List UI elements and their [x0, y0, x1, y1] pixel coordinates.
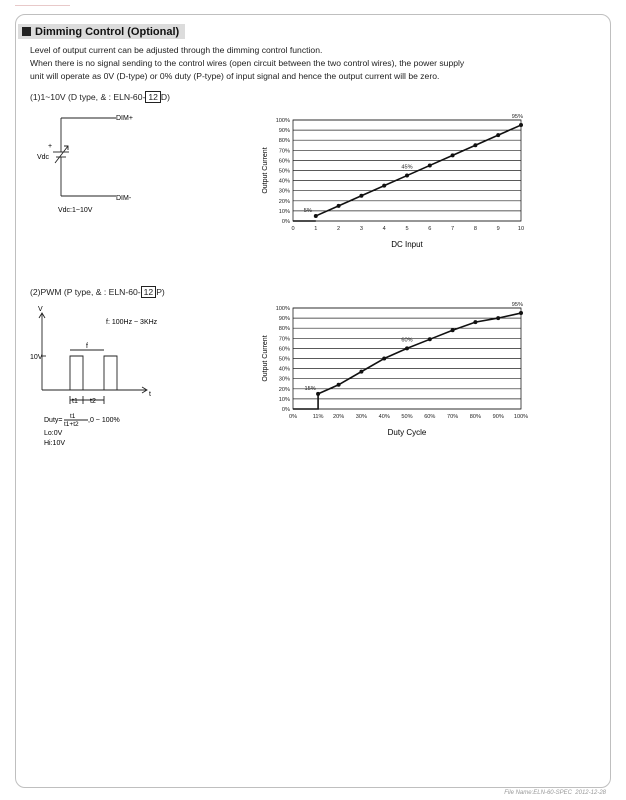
y-tick-label: 40% [278, 178, 290, 185]
y-tick-label: 20% [278, 198, 290, 205]
y-tick-label: 40% [278, 366, 290, 373]
t2-label: t2 [90, 398, 96, 405]
series-line [318, 313, 521, 394]
x-tick-label: 3 [359, 226, 363, 232]
x-tick-label: 0 [291, 226, 295, 232]
data-point [316, 392, 320, 396]
footer [504, 790, 606, 796]
y-tick-label: 50% [278, 168, 290, 175]
y-tick-label: 90% [278, 316, 290, 323]
y-tick-label: 60% [278, 346, 290, 353]
x-tick-label: 10 [517, 226, 525, 232]
duty-prefix: Duty= [44, 417, 63, 424]
data-point [496, 316, 500, 320]
pulse-1 [70, 356, 83, 390]
x-tick-label: 50% [401, 414, 413, 420]
t-axis-label: t [149, 391, 151, 398]
data-point [337, 204, 341, 208]
intro-line-1: Level of output current can be adjusted through the dimming control function. [30, 45, 323, 55]
data-label: 5% [303, 207, 312, 214]
y-tick-label: 70% [278, 336, 290, 343]
chart2-grid [293, 308, 521, 409]
duty-denominator: t1+t2 [64, 421, 79, 428]
x-tick-label: 1 [314, 226, 318, 232]
x-tick-label: 100% [513, 414, 529, 420]
data-point [359, 370, 363, 374]
y-tick-label: 90% [278, 128, 290, 135]
data-label: 95% [511, 302, 523, 309]
vdc-label: Vdc [37, 154, 50, 161]
y-tick-label: 0% [281, 407, 290, 413]
x-tick-label: 40% [378, 414, 390, 420]
y-tick-label: 30% [278, 376, 290, 383]
x-tick-label: 4 [382, 226, 386, 232]
data-point [405, 174, 409, 178]
x-tick-label: 0% [288, 414, 298, 420]
part1-title-post: D) [160, 92, 170, 102]
y-tick-label: 30% [278, 188, 290, 195]
plus-sign-label: + [48, 143, 53, 150]
x-tick-label: 6 [428, 226, 432, 232]
dim-minus-label: DIM- [116, 195, 132, 202]
x-tick-label: 8 [473, 226, 477, 232]
lo-label: Lo:0V [44, 430, 63, 437]
chart1-annotations [304, 114, 523, 214]
part2-model-box: 12 [141, 286, 157, 298]
intro-line-2: When there is no signal sending to the control wires (open circuit between the two control wires), the power supply [30, 58, 465, 68]
y-tick-label: 100% [275, 118, 290, 124]
duty-numerator: t1 [70, 413, 76, 420]
data-point [451, 153, 455, 157]
duty-range: ,0 ~ 100% [88, 417, 120, 424]
x-tick-label: 90% [492, 414, 504, 420]
intro-line-3: unit will operate as 0V (D-type) or 0% duty (P-type) of input signal and hence the output current will be zero. [30, 71, 440, 81]
hi-label: Hi:10V [44, 440, 66, 447]
data-point [428, 337, 432, 341]
chart2-points [316, 311, 523, 396]
period-f-label: f [86, 343, 88, 350]
x-tick-label: 60% [424, 414, 436, 420]
vdc-range-label: Vdc:1~10V [58, 207, 93, 214]
data-point [519, 123, 523, 127]
y-tick-label: 0% [281, 219, 290, 225]
y-tick-label: 60% [278, 158, 290, 165]
intro-text [30, 44, 590, 83]
chart2-y-axis-title: Output Current [262, 335, 269, 382]
v-axis-label: V [38, 306, 43, 313]
data-label: 45% [401, 164, 413, 171]
chart1-series [293, 125, 521, 221]
dc-input-chart [255, 100, 545, 260]
data-point [314, 214, 318, 218]
data-point [405, 346, 409, 350]
y-tick-label: 80% [278, 138, 290, 145]
x-tick-label: 30% [355, 414, 368, 420]
variable-arrow-line [55, 146, 68, 163]
part1-title [30, 91, 170, 103]
top-accent-line [15, 5, 70, 6]
y-tick-label: 70% [278, 148, 290, 155]
chart1-x-axis-title: DC Input [391, 240, 423, 249]
data-point [337, 383, 341, 387]
chart2-x-ticks [289, 414, 528, 420]
dim-plus-label: DIM+ [116, 115, 133, 122]
dimmer-circuit-diagram [28, 108, 168, 218]
data-point [496, 133, 500, 137]
x-tick-label: 7 [451, 226, 455, 232]
data-point [473, 320, 477, 324]
data-label: 15% [304, 385, 316, 392]
part2-title [30, 286, 165, 298]
y-tick-label: 100% [275, 306, 290, 312]
chart1-y-axis-title: Output Current [262, 147, 269, 194]
part2-title-pre: (2)PWM (P type, & : ELN-60- [30, 287, 141, 297]
chart1-y-ticks [276, 118, 290, 225]
x-tick-label: 9 [496, 226, 500, 232]
frequency-label: f: 100Hz ~ 3KHz [106, 319, 158, 326]
part1-model-box: 12 [145, 91, 161, 103]
data-point [382, 184, 386, 188]
y-tick-label: 10% [278, 396, 290, 403]
data-point [382, 357, 386, 361]
data-point [473, 143, 477, 147]
x-tick-label: 70% [446, 414, 459, 420]
part1-title-pre: (1)1~10V (D type, & : ELN-60- [30, 92, 146, 102]
footer-date: 2012-12-28 [575, 790, 606, 796]
t1-label: t1 [72, 398, 78, 405]
data-point [519, 311, 523, 315]
pwm-waveform-diagram [28, 300, 168, 450]
square-bullet-icon [22, 27, 31, 36]
chart2-series [293, 313, 521, 409]
level-10v-label: 10V [30, 354, 43, 361]
pulse-2 [104, 356, 117, 390]
chart2-y-ticks [276, 306, 290, 413]
lead-in-line [293, 394, 318, 409]
duty-cycle-chart [255, 288, 545, 448]
section-title: Dimming Control (Optional) [35, 25, 180, 38]
x-tick-label: 2 [337, 226, 341, 232]
data-label: 95% [511, 114, 523, 121]
data-label: 60% [401, 337, 413, 344]
x-tick-label: 11% [312, 414, 324, 420]
y-tick-label: 50% [278, 356, 290, 363]
y-tick-label: 80% [278, 326, 290, 333]
y-tick-label: 10% [278, 208, 290, 215]
x-tick-label: 80% [469, 414, 482, 420]
y-tick-label: 20% [278, 386, 290, 393]
data-point [428, 163, 432, 167]
x-tick-label: 20% [332, 414, 345, 420]
footer-filename: File Name:ELN-60-SPEC [504, 790, 572, 796]
data-point [359, 194, 363, 198]
part2-title-post: P) [156, 287, 165, 297]
chart2-x-axis-title: Duty Cycle [387, 428, 427, 437]
data-point [451, 328, 455, 332]
chart1-x-ticks [291, 226, 524, 232]
section-header [18, 24, 185, 39]
x-tick-label: 5 [405, 226, 409, 232]
